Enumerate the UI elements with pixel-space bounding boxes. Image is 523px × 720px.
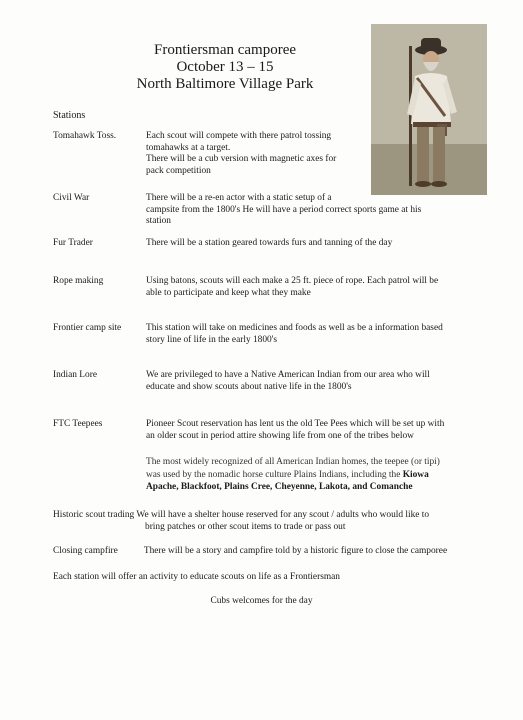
closing-description: There will be a story and campfire told by a historic figure to close the camporee <box>143 546 448 556</box>
station-description <box>146 370 486 393</box>
description-line: an older scout in period attire showing life from one of the tribes below <box>146 430 414 441</box>
historic-line: bring patches or other scout items to trade or pass out <box>145 521 346 532</box>
station-label: Civil War <box>53 193 90 203</box>
station-label: Frontier camp site <box>53 323 122 333</box>
description-line: Pioneer Scout reservation has lent us the old Tee Pees which will be set up with <box>146 419 445 429</box>
historic-description: We will have a shelter house reserved for any scout / adults who would like to <box>134 510 430 520</box>
station-description <box>146 238 486 250</box>
description-line: tomahawks at a target. <box>146 142 231 153</box>
summary-line: Each station will offer an activity to educate scouts on life as a Frontiersman <box>53 572 340 582</box>
teepee-note-line <box>146 469 491 482</box>
description-line: There will be a re-en actor with a static setup of a <box>146 193 332 203</box>
description-line: story line of life in the early 1800's <box>146 334 278 345</box>
event-title: Frontiersman camporee <box>153 42 297 58</box>
teepee-note-line: The most widely recognized of all American Indian homes, the teepee (or tipi) <box>146 457 440 467</box>
station-description <box>146 276 486 299</box>
station-description <box>146 131 486 177</box>
station-label: Closing campfire <box>53 546 118 556</box>
description-line: This station will take on medicines and foods as well as be a information based <box>146 323 443 333</box>
closing-campfire-row <box>53 546 493 558</box>
description-line: There will be a cub version with magnetic axes for <box>146 154 337 164</box>
description-line: able to participate and keep what they make <box>146 287 311 298</box>
station-label: Tomahawk Toss. <box>53 131 117 141</box>
historic-trading-row <box>53 510 493 533</box>
station-label: Rope making <box>53 276 104 286</box>
station-label: Fur Trader <box>53 238 93 248</box>
description-line: pack competition <box>146 165 211 176</box>
cubs-welcome-line: Cubs welcomes for the day <box>210 596 313 606</box>
station-description <box>146 419 486 442</box>
teepee-note <box>146 456 491 494</box>
station-description <box>146 193 486 228</box>
description-line: Each scout will compete with there patrol tossing <box>146 131 332 141</box>
stations-heading: Stations <box>53 110 86 121</box>
description-line: We are privileged to have a Native American Indian from our area who will <box>146 370 430 380</box>
tribe-list: Apache, Blackfoot, Plains Cree, Cheyenne, Lakota, and Comanche <box>146 482 413 492</box>
description-line: Using batons, scouts will each make a 25 ft. piece of rope. Each patrol will be <box>146 276 439 286</box>
teepee-note-text: was used by the nomadic horse culture Plains Indians, including the <box>146 469 403 480</box>
description-line: station <box>146 216 171 226</box>
description-line: There will be a station geared towards furs and tanning of the day <box>146 238 393 248</box>
station-description <box>146 323 486 346</box>
description-line: educate and show scouts about native life in the 1800's <box>146 381 352 392</box>
title-block <box>100 42 350 93</box>
station-label: FTC Teepees <box>53 419 103 429</box>
station-label: Indian Lore <box>53 370 97 380</box>
event-location: North Baltimore Village Park <box>136 76 314 92</box>
tribe-name: Kiowa <box>402 469 429 480</box>
event-dates: October 13 – 15 <box>176 59 274 75</box>
historic-line <box>53 510 493 522</box>
description-line: campsite from the 1800's He will have a period correct sports game at his <box>146 204 422 215</box>
station-label: Historic scout trading <box>53 510 135 520</box>
